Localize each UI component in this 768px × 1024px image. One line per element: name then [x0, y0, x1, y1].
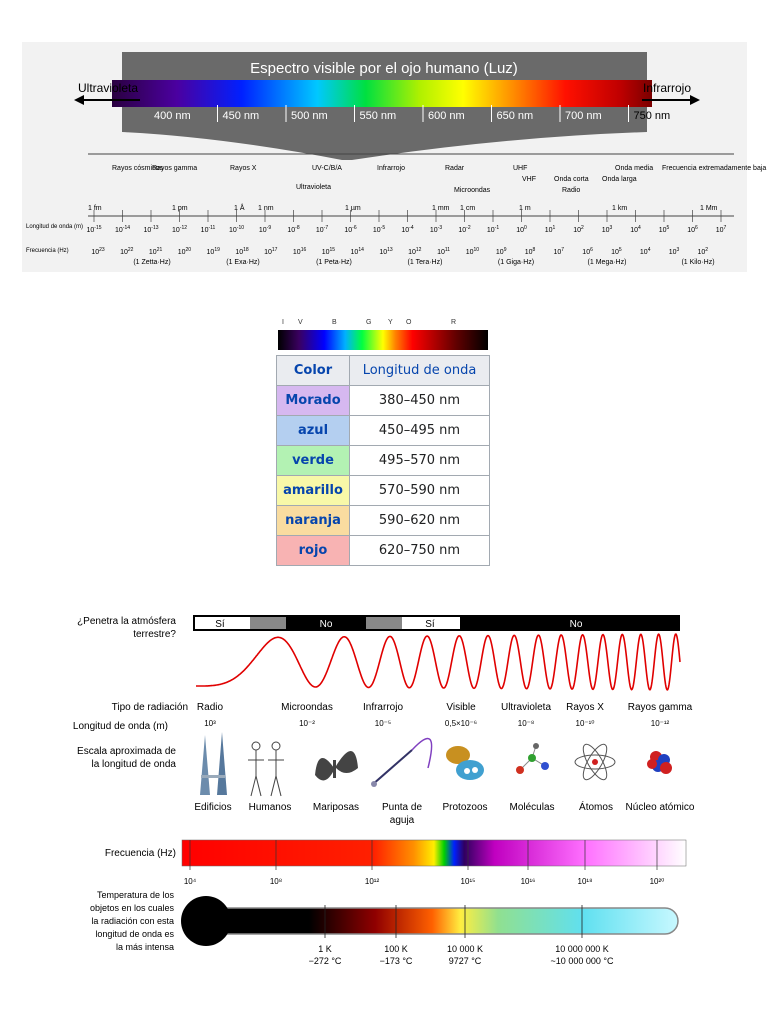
color-wavelength-figure	[276, 312, 490, 574]
frequency-tick-label: 10¹²	[364, 877, 380, 886]
scale-label-1: Escala aproximada de	[77, 746, 176, 757]
length-exponent: $10^{-1}$	[486, 225, 500, 234]
length-exponent: $10^5$	[658, 225, 670, 234]
wavelength-cell: 590–620 nm	[350, 506, 490, 536]
length-unit: 1 nm	[258, 205, 274, 212]
atm-no-1: No	[319, 619, 333, 630]
length-exponent: $10^1$	[544, 225, 556, 234]
radiation-type: Microondas	[281, 702, 333, 713]
frequency-tick-label: 10⁴	[183, 877, 197, 886]
frequency-exponent: $10^6$	[582, 247, 593, 256]
frequency-exponent: $10^{15}$	[321, 247, 336, 256]
band-vhf: VHF	[522, 176, 536, 183]
visible-title: Espectro visible por el ojo humano (Luz)	[250, 60, 518, 77]
band-ultravioleta: Ultravioleta	[296, 184, 332, 191]
needle-icon	[371, 738, 432, 787]
frequency-label: Frecuencia (Hz)	[104, 848, 176, 859]
radiation-chart-svg	[0, 600, 768, 980]
row-label-frequency: Frecuencia (Hz)	[26, 248, 69, 254]
temperature-celsius: 9727 °C	[448, 956, 482, 966]
header-wavelength: Longitud de onda	[350, 356, 490, 386]
band-onda-corta: Onda corta	[554, 176, 589, 183]
color-name-cell: azul	[277, 416, 350, 446]
length-exponent: $10^{-7}$	[315, 225, 329, 234]
temperature-celsius: −173 °C	[379, 956, 413, 966]
object-name: Átomos	[579, 802, 613, 813]
frequency-exponent: $10^3$	[668, 247, 680, 256]
strip-letters	[282, 319, 456, 326]
color-name-cell: naranja	[277, 506, 350, 536]
length-exponent: $10^{-10}$	[228, 225, 245, 234]
wavelength-cell: 495–570 nm	[350, 446, 490, 476]
band-uv: UV-C/B/A	[312, 165, 342, 172]
frequency-name: (1 Mega·Hz)	[587, 259, 627, 266]
length-unit: 1 m	[519, 205, 531, 212]
color-table	[276, 355, 490, 566]
temp-label-1: Temperatura de los	[96, 890, 174, 900]
temp-label-2: objetos en los cuales	[89, 903, 174, 913]
scale-label-2: la longitud de onda	[91, 759, 176, 770]
radiation-length: 10⁻⁵	[374, 719, 392, 728]
frequency-exponent: $10^5$	[611, 247, 622, 256]
length-exponents	[86, 210, 726, 234]
band-gamma: Rayos gamma	[152, 165, 198, 172]
frequency-name: (1 Giga·Hz)	[497, 259, 535, 266]
frequency-exponent: $10^{14}$	[350, 247, 364, 256]
uv-label: Ultravioleta	[78, 81, 139, 95]
object-name: Humanos	[248, 802, 292, 813]
atm-question-1: ¿Penetra la atmósfera	[77, 616, 176, 627]
atom-icon	[575, 741, 615, 783]
length-exponent: $10^4$	[630, 225, 641, 234]
length-unit: 1 cm	[460, 205, 476, 212]
radiation-length: 10⁻⁸	[517, 719, 535, 728]
radiation-type: Infrarrojo	[362, 702, 404, 713]
color-strip-svg	[276, 312, 490, 352]
color-name-cell: rojo	[277, 536, 350, 566]
temperature-celsius: −272 °C	[308, 956, 342, 966]
frequency-tick-label: 10⁸	[269, 877, 283, 886]
buildings-icon	[200, 732, 227, 795]
length-exponent: $10^{-11}$	[200, 225, 216, 234]
visible-spectrum-bar	[112, 80, 652, 107]
protozoa-icon	[446, 746, 484, 780]
temperature-kelvin: 1 K	[318, 944, 332, 954]
frequency-tick-label: 10¹⁶	[520, 877, 536, 886]
frequency-exponent: $10^{16}$	[292, 247, 307, 256]
length-exponent: $10^{-8}$	[287, 225, 300, 234]
thermometer-tube	[205, 908, 678, 934]
temperature-celsius: ~10 000 000 °C	[550, 956, 614, 966]
wavelength-cell: 620–750 nm	[350, 536, 490, 566]
temp-label-5: la más intensa	[115, 942, 174, 952]
wave-curve	[196, 634, 680, 690]
nm-tick-label: 700 nm	[565, 110, 602, 122]
color-strip	[278, 330, 488, 350]
band-onda-larga: Onda larga	[602, 176, 637, 183]
nm-tick-label: 600 nm	[428, 110, 465, 122]
object-name: Mariposas	[312, 802, 360, 813]
frequency-tick-label: 10²⁰	[649, 877, 665, 886]
type-lengths	[204, 719, 669, 728]
band-uhf: UHF	[513, 165, 528, 172]
frequency-exponent: $10^{13}$	[379, 247, 393, 256]
length-unit: 1 mm	[432, 205, 450, 212]
band-radio: Radio	[562, 187, 581, 194]
table-row	[277, 536, 490, 566]
object-names	[194, 800, 695, 826]
type-label: Tipo de radiación	[111, 702, 188, 713]
em-spectrum-svg	[22, 42, 767, 272]
frequency-exponent: $10^{21}$	[148, 247, 163, 256]
strip-letter: R	[451, 319, 457, 326]
nm-tick-label: 450 nm	[222, 110, 260, 122]
radiation-length: 10⁻¹⁰	[575, 719, 595, 728]
strip-letter: B	[332, 319, 337, 326]
length-exponent: $10^{-9}$	[258, 225, 272, 234]
table-header-row	[277, 356, 490, 386]
frequency-exponent: $10^8$	[524, 247, 536, 256]
ir-label: Infrarrojo	[643, 81, 692, 95]
frequency-exponent: $10^9$	[495, 247, 507, 256]
strip-letter: V	[298, 319, 303, 326]
em-spectrum-figure	[22, 42, 767, 272]
frequency-name: (1 Kilo·Hz)	[681, 259, 715, 266]
frequency-exponent: $10^{10}$	[465, 247, 480, 256]
uv-arrow-head	[74, 95, 84, 105]
wavelength-cell: 380–450 nm	[350, 386, 490, 416]
color-name-cell: verde	[277, 446, 350, 476]
radiation-length: 10⁻²	[299, 719, 315, 728]
type-names	[197, 702, 693, 713]
temperature-kelvin: 100 K	[384, 944, 408, 954]
frequency-exponents	[91, 247, 708, 256]
frequency-exponent: $10^4$	[639, 247, 651, 256]
strip-letter: I	[282, 319, 284, 326]
radiation-length: 10⁻¹²	[650, 719, 670, 728]
frequency-name: (1 Zetta·Hz)	[133, 259, 171, 266]
nm-tick-label: 750 nm	[633, 110, 671, 122]
length-exponent: $10^2$	[573, 225, 584, 234]
atm-gray-2	[366, 617, 402, 629]
radiation-type: Ultravioleta	[500, 702, 552, 713]
atm-no-2: No	[569, 619, 583, 630]
length-exponent: $10^{-2}$	[458, 225, 471, 234]
strip-letter: O	[406, 319, 412, 326]
band-radar: Radar	[445, 165, 465, 172]
radiation-type: Visible	[446, 702, 476, 713]
length-unit: 1 Mm	[700, 205, 718, 212]
butterfly-icon	[315, 751, 358, 780]
object-name: Edificios	[194, 802, 232, 813]
length-unit: 1 fm	[88, 205, 102, 212]
frequency-tick-label: 10¹⁸	[577, 877, 593, 886]
length-unit: 1 pm	[172, 205, 188, 212]
object-name: Moléculas	[509, 802, 555, 813]
length-units	[88, 203, 718, 212]
band-cosmic: Rayos cósmicos	[112, 165, 163, 172]
temperature-kelvin: 10 000 000 K	[555, 944, 609, 954]
frequency-bar	[182, 840, 686, 866]
frequency-name: (1 Exa·Hz)	[226, 259, 260, 266]
molecule-icon	[516, 743, 549, 774]
color-name-cell: amarillo	[277, 476, 350, 506]
radiation-chart-figure	[0, 600, 768, 980]
table-row	[277, 416, 490, 446]
length-exponent: $10^3$	[601, 225, 613, 234]
band-infrarrojo: Infrarrojo	[377, 165, 406, 172]
radiation-length: 10³	[204, 719, 216, 728]
length-exponent: $10^{-5}$	[372, 225, 386, 234]
object-name: aguja	[389, 815, 415, 826]
frequency-exponent: $10^{22}$	[120, 247, 134, 256]
row-label-length: Longitud de onda (m)	[26, 224, 84, 230]
length-unit: 1 Å	[234, 205, 245, 212]
radiation-type: Radio	[196, 702, 224, 713]
frequency-names	[133, 259, 714, 266]
length-exponent: $10^{-12}$	[171, 225, 188, 234]
color-name-cell: Morado	[277, 386, 350, 416]
atm-si-1: Sí	[215, 619, 225, 630]
band-elf: Frecuencia extremadamente baja	[662, 165, 767, 172]
nm-tick-label: 500 nm	[291, 110, 328, 122]
frequency-exponent: $10^{12}$	[408, 247, 422, 256]
ir-arrow-head	[690, 95, 700, 105]
temperature-kelvin: 10 000 K	[446, 944, 484, 954]
length-exponent: $10^{-4}$	[401, 225, 414, 234]
temp-label-4: longitud de onda es	[95, 929, 174, 939]
atm-question-2: terrestre?	[133, 629, 176, 640]
object-name: Núcleo atómico	[625, 802, 695, 813]
thermometer-bulb	[181, 896, 231, 946]
color-table-body	[277, 386, 490, 566]
table-row	[277, 476, 490, 506]
band-labels	[112, 165, 766, 194]
frequency-exponent: $10^{11}$	[437, 247, 451, 256]
nm-tick-label: 650 nm	[496, 110, 534, 122]
nm-tick-label: 550 nm	[359, 110, 397, 122]
length-exponent: $10^7$	[715, 225, 727, 234]
frequency-exponent: $10^2$	[697, 247, 709, 256]
length-exponent: $10^6$	[687, 225, 698, 234]
length-unit: 1 km	[612, 205, 628, 212]
frequency-exponent: $10^{19}$	[206, 247, 220, 256]
radiation-type: Rayos X	[566, 702, 604, 713]
table-row	[277, 506, 490, 536]
band-microondas: Microondas	[454, 187, 491, 194]
temp-label-3: la radiación con esta	[91, 916, 174, 926]
band-onda-media: Onda media	[615, 165, 654, 172]
frequency-name: (1 Peta·Hz)	[316, 259, 352, 266]
length-exponent: $10^{-3}$	[429, 225, 443, 234]
frequency-exponent: $10^{23}$	[91, 247, 105, 256]
atm-gray-1	[250, 617, 286, 629]
frequency-tick-label: 10¹⁵	[460, 877, 476, 886]
length-exponent: $10^0$	[516, 225, 527, 234]
atm-si-2: Sí	[425, 619, 435, 630]
length-exponent: $10^{-14}$	[114, 225, 131, 234]
frequency-exponent: $10^{20}$	[177, 247, 192, 256]
frequency-exponent: $10^{17}$	[264, 247, 278, 256]
radiation-type: Rayos gamma	[627, 702, 693, 713]
nucleus-icon	[647, 751, 672, 774]
humans-icon	[248, 742, 284, 796]
length-exponent: $10^{-6}$	[344, 225, 357, 234]
frequency-name: (1 Tera·Hz)	[407, 259, 443, 266]
strip-letter: G	[366, 319, 372, 326]
wavelength-cell: 570–590 nm	[350, 476, 490, 506]
length-exponent: $10^{-15}$	[86, 225, 102, 234]
frequency-exponent: $10^7$	[553, 247, 565, 256]
table-row	[277, 386, 490, 416]
length-exponent: $10^{-13}$	[143, 225, 159, 234]
table-row	[277, 446, 490, 476]
nm-tick-label: 400 nm	[154, 110, 191, 122]
object-name: Punta de	[381, 802, 423, 813]
band-xray: Rayos X	[230, 165, 257, 172]
wavelength-cell: 450–495 nm	[350, 416, 490, 446]
strip-letter: Y	[388, 319, 393, 326]
header-color: Color	[277, 356, 350, 386]
length-unit: 1 µm	[345, 205, 361, 212]
radiation-length: 0,5×10⁻⁶	[444, 719, 478, 728]
object-name: Protozoos	[442, 802, 488, 813]
frequency-exponent: $10^{18}$	[235, 247, 249, 256]
length-label: Longitud de onda (m)	[72, 721, 168, 732]
